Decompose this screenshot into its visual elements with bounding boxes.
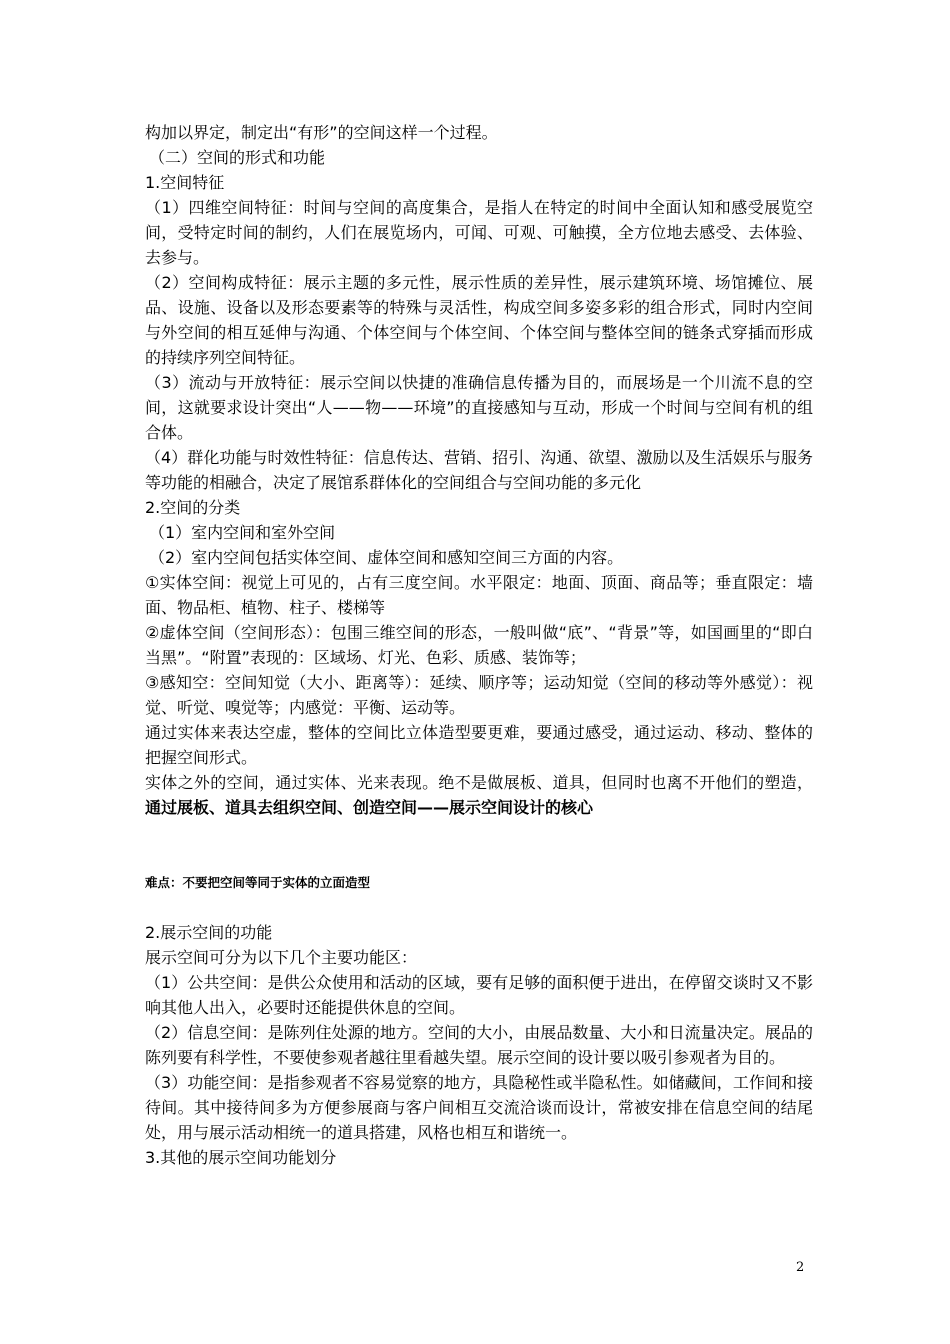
paragraph-virtual-space: ②虚体空间（空间形态）：包围三维空间的形态，一般叫做“底”、“背景”等，如国画里的“即白当黑”。“附置”表现的：区域场、灯光、色彩、质感、装饰等； xyxy=(145,623,813,667)
paragraph-4d-feature: （1）四维空间特征：时间与空间的高度集合，是指人在特定的时间中全面认知和感受展览空间，受特定时间的制约，人们在展览场内，可闻、可观、可触摸，全方位地去感受、去体验、去参与。 xyxy=(145,198,813,267)
emphasis-design-core: 通过展板、道具去组织空间、创造空间——展示空间设计的核心 xyxy=(145,798,594,817)
paragraph-public-space: （1）公共空间：是供公众使用和活动的区域，要有足够的面积便于进出，在停留交谈时又不影响其他人出入，必要时还能提供休息的空间。 xyxy=(145,973,813,1017)
spacer xyxy=(145,895,813,920)
difficulty-note: 难点：不要把空间等同于实体的立面造型 xyxy=(145,875,371,890)
paragraph-intro-end: 构加以界定，制定出“有形”的空间这样一个过程。 xyxy=(145,123,498,142)
paragraph-express-void: 通过实体来表达空虚，整体的空间比立体造型要更难，要通过感受，通过运动、移动、整体的把握空间形式。 xyxy=(145,723,813,767)
paragraph-solid-space: ①实体空间：视觉上可见的，占有三度空间。水平限定：地面、顶面、商品等；垂直限定：墙面、物品柜、植物、柱子、楼梯等 xyxy=(145,573,813,617)
list-item-indoor-content: （2）室内空间包括实体空间、虚体空间和感知空间三方面的内容。 xyxy=(149,548,624,567)
spacer xyxy=(145,820,813,845)
paragraph-perceived-space: ③感知空：空间知觉（大小、距离等）：延续、顺序等；运动知觉（空间的移动等外感觉）：视觉、听觉、嗅觉等；内感觉：平衡、运动等。 xyxy=(145,673,813,717)
subheading-exhibit-function: 2.展示空间的功能 xyxy=(145,923,273,942)
document-body xyxy=(145,120,813,1170)
section-heading-form-function: （二）空间的形式和功能 xyxy=(149,148,326,167)
paragraph-flow-open-feature: （3）流动与开放特征：展示空间以快捷的准确信息传播为目的，而展场是一个川流不息的空间，这就要求设计突出“人——物——环境”的直接感知与互动，形成一个时间与空间有机的组合体。 xyxy=(145,373,813,442)
paragraph-beyond-solid-text: 实体之外的空间，通过实体、光来表现。绝不是做展板、道具，但同时也离不开他们的塑造， xyxy=(145,773,813,792)
spacer xyxy=(145,845,813,870)
paragraph-group-function-feature: （4）群化功能与时效性特征：信息传达、营销、招引、沟通、欲望、激励以及生活娱乐与服务等功能的相融合，决定了展馆系群体化的空间组合与空间功能的多元化 xyxy=(145,448,813,492)
paragraph-composition-feature: （2）空间构成特征：展示主题的多元性，展示性质的差异性，展示建筑环境、场馆摊位、展品、设施、设备以及形态要素等的特殊与灵活性，构成空间多姿多彩的组合形式，同时内空间与外空间的相互延伸与沟通、个体空间与个体空间、个体空间与整体空间的链条式穿插而形成的持续序列空间特征。 xyxy=(145,273,813,367)
paragraph-information-space: （2）信息空间：是陈列住处源的地方。空间的大小，由展品数量、大小和日流量决定。展品的陈列要有科学性，不要使参观者越往里看越失望。展示空间的设计要以吸引参观者为目的。 xyxy=(145,1023,813,1067)
paragraph-function-areas-intro: 展示空间可分为以下几个主要功能区： xyxy=(145,948,418,967)
subheading-space-features: 1.空间特征 xyxy=(145,173,225,192)
page-number: 2 xyxy=(796,1260,805,1275)
paragraph-beyond-solid xyxy=(145,770,813,820)
list-item-indoor-outdoor: （1）室内空间和室外空间 xyxy=(149,523,336,542)
subheading-other-functions: 3.其他的展示空间功能划分 xyxy=(145,1148,337,1167)
subheading-space-classification: 2.空间的分类 xyxy=(145,498,241,517)
paragraph-function-space: （3）功能空间：是指参观者不容易觉察的地方，具隐秘性或半隐私性。如储藏间，工作间和接待间。其中接待间多为方便参展商与客户间相互交流洽谈而设计，常被安排在信息空间的结尾处，用与展示活动相统一的道具搭建，风格也相互和谐统一。 xyxy=(145,1073,813,1142)
